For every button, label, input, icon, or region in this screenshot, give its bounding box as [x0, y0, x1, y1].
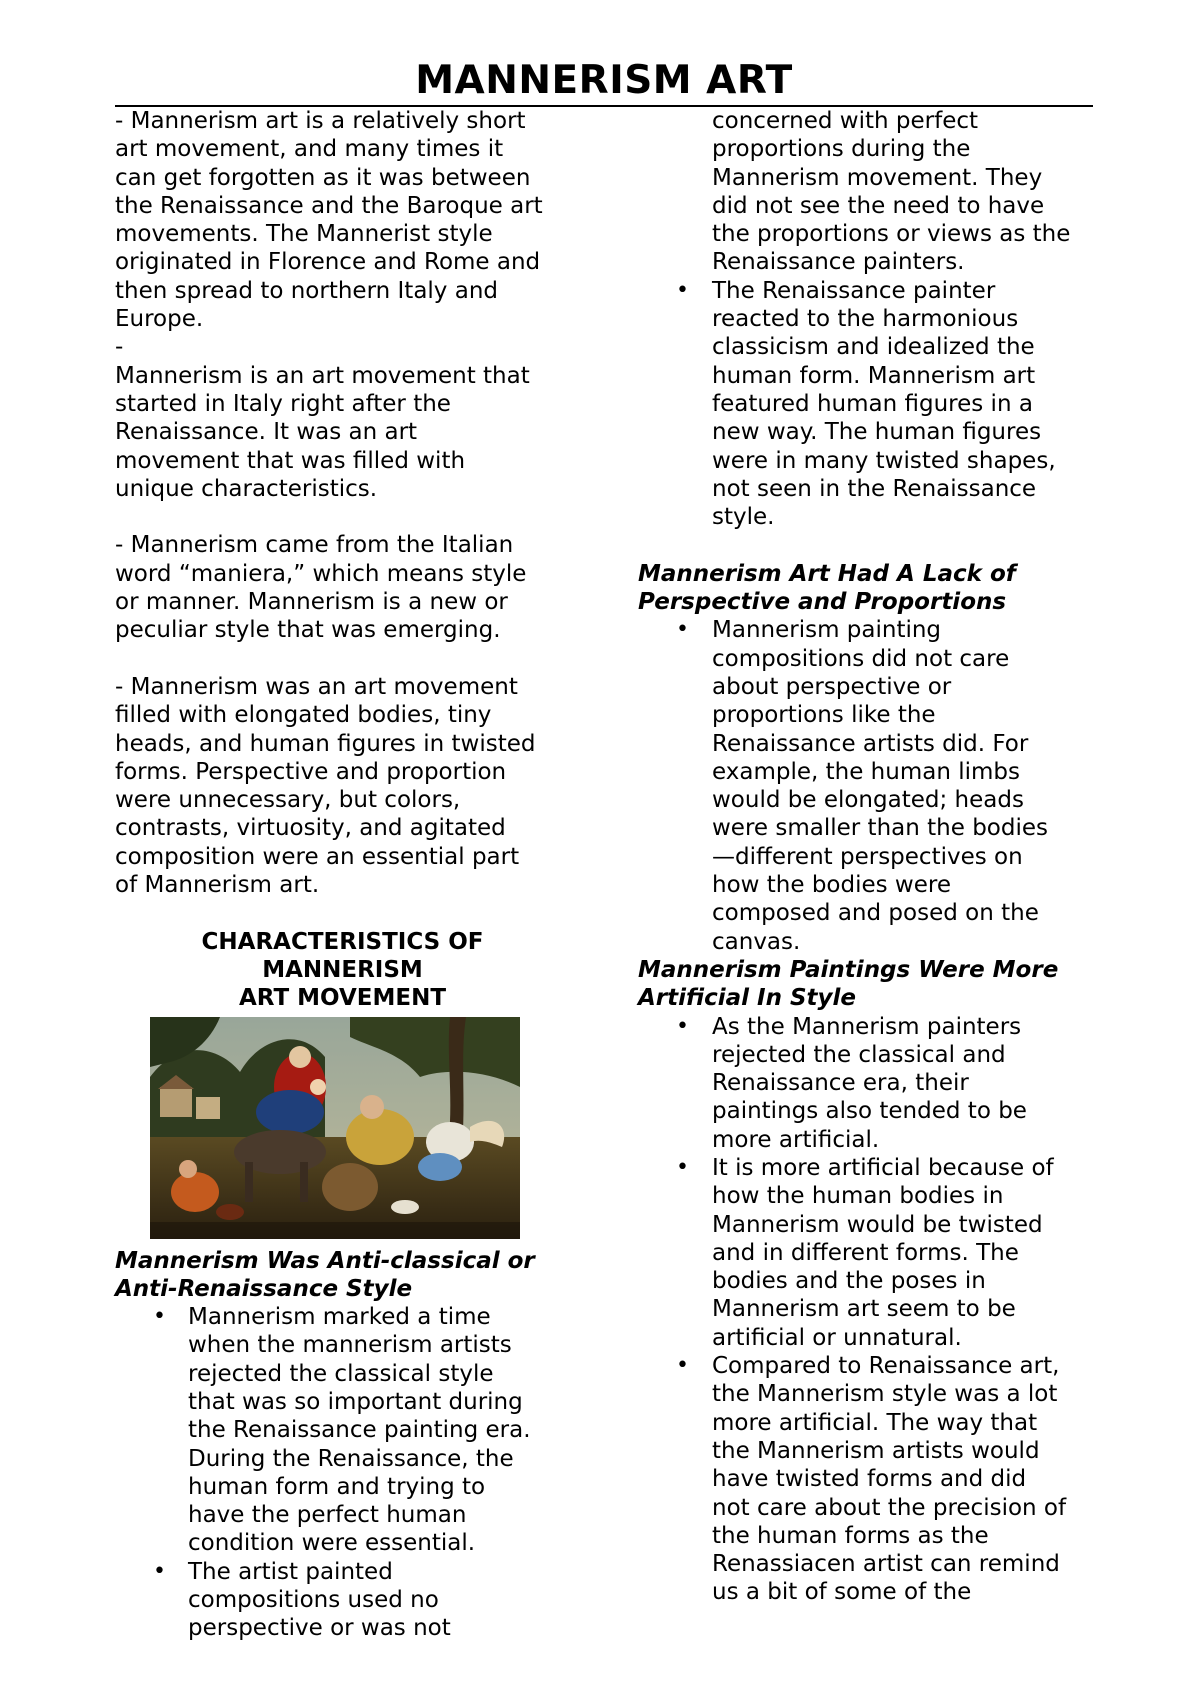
intro-paragraph-4: - Mannerism was an art movement filled with elongated bodies, tiny heads, and human figures in twisted forms. Perspective and proportion were unnecessary, but colors, contrasts, virtuosity, and agitated composition were an essential part of Mannerism art. — [115, 673, 536, 899]
anti-classical-bullet-list — [115, 1303, 570, 1643]
perspective-bullet-list — [638, 616, 1096, 956]
bullet-icon: • — [676, 1353, 689, 1379]
spacer — [115, 899, 570, 927]
list-item — [638, 1154, 1096, 1352]
mannerism-painting-image — [150, 1017, 520, 1239]
spacer — [115, 503, 570, 531]
list-item-text: Mannerism painting compositions did not care about perspective or proportions like the Renaissance artists did. For example, the human limbs would be elongated; heads were smaller than the bodies —different perspectives on how the bodies were composed and posed on the canvas. — [712, 617, 1048, 955]
list-item-text: It is more artificial because of how the human bodies in Mannerism would be twisted and in different forms. The bodies and the poses in Mannerism art seem to be artificial or unnatural. — [712, 1154, 1054, 1351]
intro-paragraph-1: - Mannerism art is a relatively short art movement, and many times it can get forgotten as it was between the Renaissance and the Baroque art movements. The Mannerist style originated in Florence and Rome and then spread to northern Italy and Europe. — [115, 108, 543, 333]
list-item — [115, 1558, 570, 1643]
bullet-icon: • — [676, 1013, 689, 1039]
intro-paragraph-3: - Mannerism came from the Italian word “maniera,” which means style or manner. Mannerism is a new or peculiar style that was emerging. — [115, 532, 527, 644]
artificial-bullet-list — [638, 1013, 1096, 1607]
bullet-icon: • — [153, 1558, 166, 1584]
bullet-icon: • — [676, 1154, 689, 1180]
section-heading-perspective: Mannerism Art Had A Lack of Perspective and Proportions — [638, 560, 1016, 616]
page-title: MANNERISM ART — [415, 58, 793, 103]
list-item-text: The Renaissance painter reacted to the harmonious classicism and idealized the human form. Mannerism art featured human figures in a new way. The human figures were in many twisted shapes, not seen in the Renaissance style. — [712, 277, 1056, 531]
right-column — [638, 107, 1096, 1607]
list-item-continuation — [638, 107, 1096, 277]
bullet-icon: • — [153, 1304, 166, 1330]
list-item — [115, 1303, 570, 1558]
continued-bullet-list — [638, 107, 1096, 531]
list-item-text: As the Mannerism painters rejected the classical and Renaissance era, their paintings also tended to be more artificial. — [712, 1013, 1027, 1153]
list-item — [638, 616, 1096, 956]
list-item-text: The artist painted compositions used no perspective or was not — [188, 1558, 451, 1642]
list-item-text: Compared to Renaissance art, the Mannerism style was a lot more artificial. The way that the Mannerism artists would have twisted forms and did not care about the precision of the human forms as the Renassiacen artist can remind us a bit of some of the — [712, 1353, 1067, 1606]
bullet-icon: • — [676, 617, 689, 643]
list-item — [638, 1013, 1096, 1154]
section-heading-anti-classical: Mannerism Was Anti-classical or Anti-Renaissance Style — [115, 1247, 535, 1302]
list-item — [638, 1352, 1096, 1607]
section-heading-artificial: Mannerism Paintings Were More Artificial In Style — [638, 956, 1059, 1012]
spacer — [115, 645, 570, 673]
spacer — [638, 531, 1096, 559]
list-item — [638, 277, 1096, 532]
bullet-icon: • — [676, 277, 689, 303]
list-item-text: concerned with perfect proportions during the Mannerism movement. They did not see the need to have the proportions or views as the Renaissance painters. — [712, 108, 1071, 276]
characteristics-heading: CHARACTERISTICS OF MANNERISM ART MOVEMENT — [201, 928, 484, 1012]
intro-dash: - — [115, 334, 124, 361]
list-item-text: Mannerism marked a time when the mannerism artists rejected the classical style that was so important during the Renaissance painting era. During the Renaissance, the human form and trying to have the perfect human condition were essential. — [188, 1304, 531, 1557]
intro-paragraph-2: Mannerism is an art movement that started in Italy right after the Renaissance. It was an art movement that was filled with unique characteristics. — [115, 362, 530, 502]
left-column — [115, 107, 570, 1643]
